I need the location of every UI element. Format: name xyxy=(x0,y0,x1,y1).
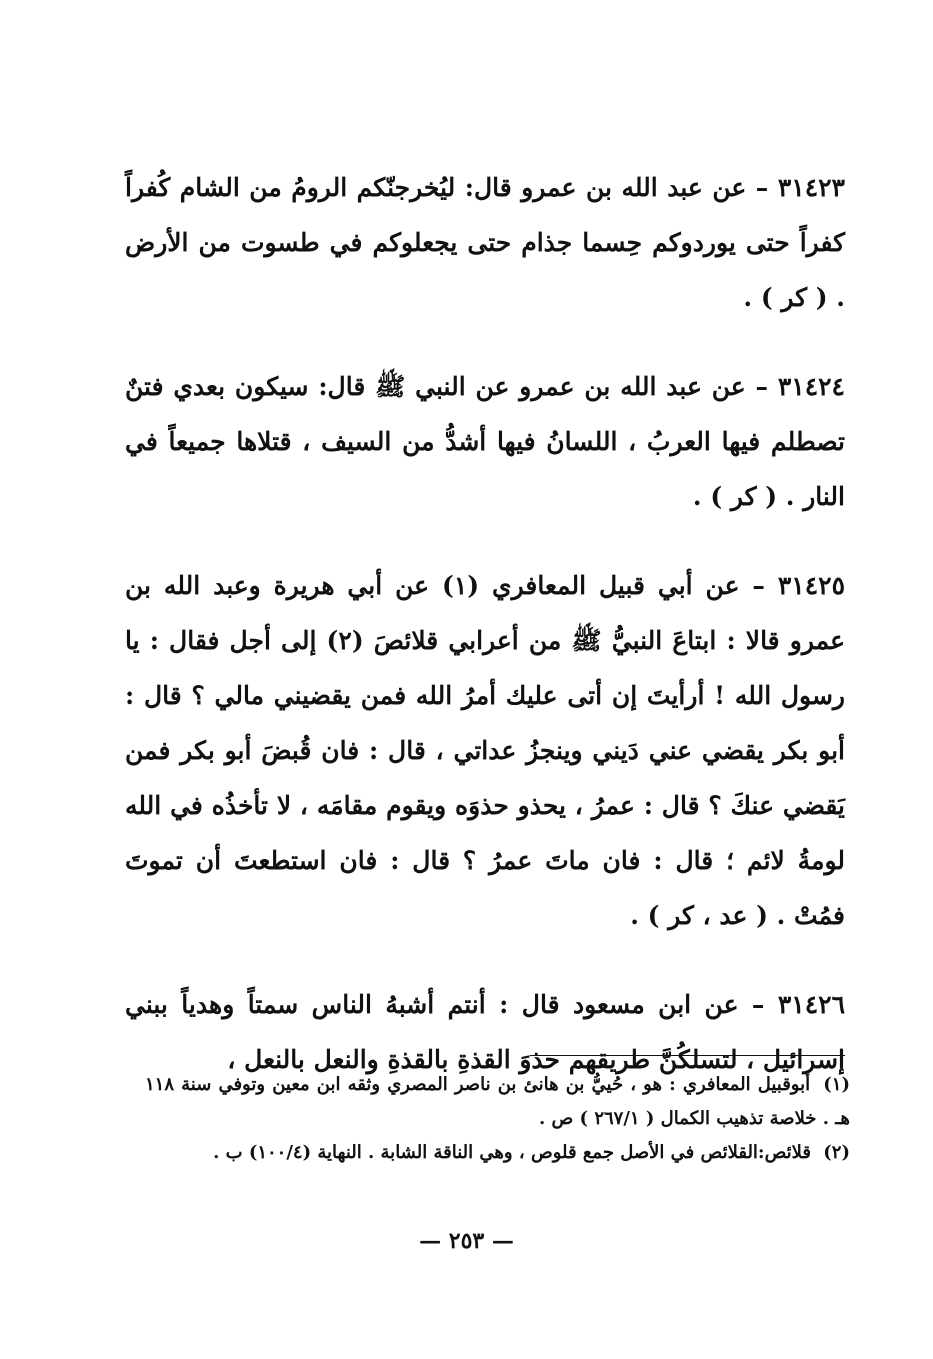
footnotes xyxy=(145,1068,850,1170)
hadith-number: ٣١٤٢٤ xyxy=(777,372,845,401)
hadith-31424 xyxy=(125,359,845,524)
footnote-divider xyxy=(530,1055,845,1056)
hadith-text: – عن أبي قبيل المعافري (١) عن أبي هريرة وعبد الله بن عمرو قالا : ابتاعَ النبيُّ ﷺ من أعرابي قلائصَ (٢) إلى أجل فقال : يا رسول الله ! أرأيتَ إن أتى عليك أمرُ الله فمن يقضيني مالي ؟ قال : أبو بكر يقضي عني دَيني وينجزُ عداتي ، قال : فان قُبضَ أبو بكر فمن يَقضي عنكَ ؟ قال : عمرُ ، يحذو حذوَه ويقوم مقامَه ، لا تأخذُه في الله لومةُ لائم ؛ قال : فان ماتَ عمرُ ؟ قال : فان استطعتَ أن تموتَ فمُتْ . ( عد ، كر ) . xyxy=(125,571,845,930)
page-number: — ٢٥٣ — xyxy=(419,1228,514,1254)
hadith-text: – عن عبد الله بن عمرو عن النبي ﷺ قال: سيكون بعدي فتنٌ تصطلم فيها العربُ ، اللسانُ فيها أشدُّ من السيف ، قتلاها جميعاً في النار . ( كر ) . xyxy=(125,372,845,511)
footnote-text: قلائص:القلائص في الأصل جمع قلوص ، وهي الناقة الشابة . النهاية (١٠٠/٤) ب . xyxy=(213,1142,811,1163)
footnote-text: أبوقبيل المعافري : هو ، حُييُّ بن هانئ بن ناصر المصري وثقه ابن معين وتوفي سنة ١١٨ هـ . خلاصة تذهيب الكمال ( ٢٦٧/١ ) ص . xyxy=(145,1074,850,1129)
hadith-text: – عن ابن مسعود قال : أنتم أشبهُ الناس سمتاً وهدياً ببني إسرائيل ، لتسلكُنَّ طريقهم حذوَ القذةِ بالقذةِ والنعل بالنعل ، xyxy=(125,990,845,1074)
hadith-number: ٣١٤٢٥ xyxy=(777,571,845,600)
hadith-number: ٣١٤٢٦ xyxy=(777,990,845,1019)
hadith-text: – عن عبد الله بن عمرو قال: ليُخرجنّكم الرومُ من الشام كُفراً كفراً حتى يوردوكم حِسما جذام حتى يجعلوكم في طسوت من الأرض . ( كر ) . xyxy=(125,173,845,312)
hadith-number: ٣١٤٢٣ xyxy=(777,173,845,202)
footnote-marker: (٢) xyxy=(823,1142,850,1163)
main-text xyxy=(125,160,845,1121)
footnote-2 xyxy=(145,1136,850,1170)
hadith-31423 xyxy=(125,160,845,325)
footnote-1 xyxy=(145,1068,850,1136)
footnote-marker: (١) xyxy=(823,1074,850,1095)
hadith-31425 xyxy=(125,558,845,943)
